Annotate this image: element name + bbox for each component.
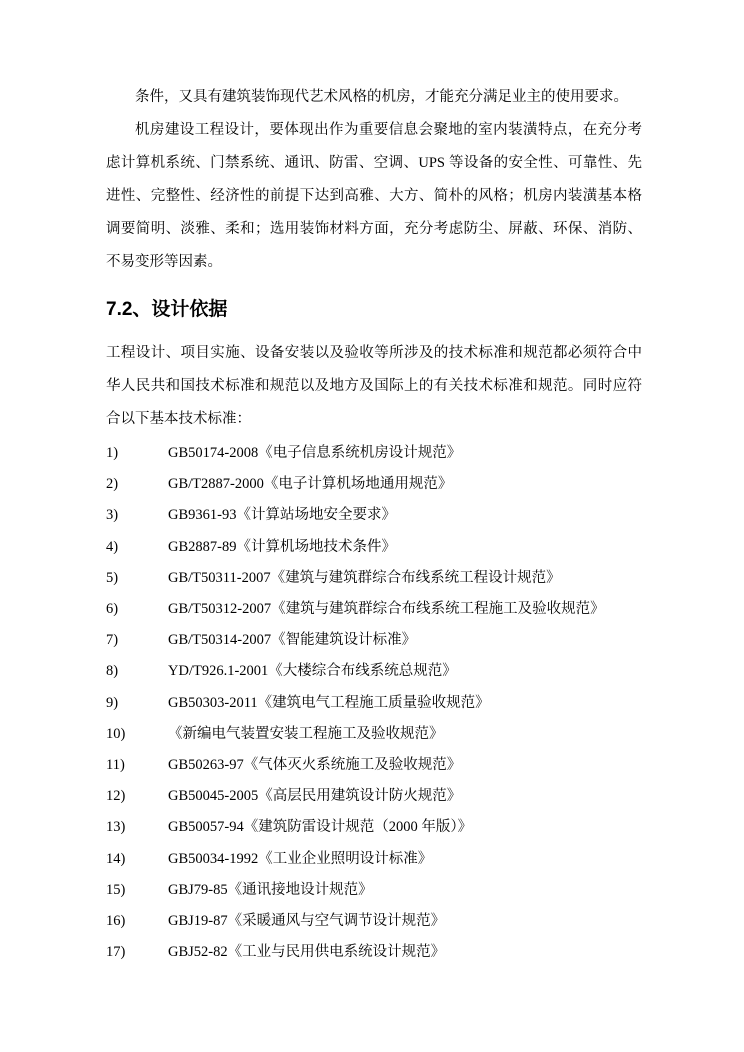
list-item-text: GB50057-94《建筑防雷设计规范（2000 年版）》 [168, 819, 473, 836]
list-item [106, 719, 642, 750]
list-item [106, 656, 642, 687]
list-item-number: 10) [106, 725, 126, 742]
list-item-number: 11) [106, 757, 125, 774]
list-item-number: 17) [106, 944, 126, 961]
list-item-number: 9) [106, 694, 119, 711]
list-item-text: GB/T50314-2007《智能建筑设计标准》 [168, 632, 417, 649]
list-item-text: GB/T50311-2007《建筑与建筑群综合布线系统工程设计规范》 [168, 569, 561, 586]
list-item-number: 2) [106, 476, 119, 493]
list-item-number: 12) [106, 788, 126, 805]
list-item-text: GB50303-2011《建筑电气工程施工质量验收规范》 [168, 694, 490, 711]
paragraph-continuation: 条件，又具有建筑装饰现代艺术风格的机房，才能充分满足业主的使用要求。 [135, 89, 628, 105]
list-item-text: GB50174-2008《电子信息系统机房设计规范》 [168, 445, 462, 461]
list-item-text: GB9361-93《计算站场地安全要求》 [168, 507, 396, 524]
list-item-number: 6) [106, 601, 119, 618]
list-item [106, 906, 642, 937]
list-item-text: 《新编电气装置安装工程施工及验收规范》 [168, 725, 444, 742]
list-item-number: 7) [106, 632, 119, 649]
list-item-text: GBJ79-85《通讯接地设计规范》 [168, 881, 373, 898]
list-item-number: 5) [106, 569, 119, 586]
standards-list [106, 438, 642, 968]
list-item-number: 4) [106, 538, 119, 555]
list-item-number: 15) [106, 881, 126, 898]
list-item-text: GB50034-1992《工业企业照明设计标准》 [168, 850, 433, 867]
list-item-number: 14) [106, 850, 126, 867]
list-item-number: 13) [106, 819, 126, 836]
list-item [106, 937, 642, 968]
list-item-text: GBJ52-82《工业与民用供电系统设计规范》 [168, 944, 446, 961]
list-item-number: 8) [106, 663, 119, 680]
list-item-text: YD/T926.1-2001《大楼综合布线系统总规范》 [168, 663, 457, 680]
list-item-number: 16) [106, 913, 126, 930]
list-item [106, 875, 642, 906]
list-item-text: GBJ19-87《采暖通风与空气调节设计规范》 [168, 913, 446, 930]
paragraph-standards-intro: 工程设计、项目实施、设备安装以及验收等所涉及的技术标准和规范都必须符合中华人民共和国技术标准和规范以及地方及国际上的有关技术标准和规范。同时应符合以下基本技术标准： [106, 345, 642, 427]
list-item [106, 781, 642, 812]
list-item [106, 469, 642, 500]
list-item-text: GB/T2887-2000《电子计算机场地通用规范》 [168, 476, 453, 493]
list-item [106, 688, 642, 719]
list-item [106, 844, 642, 875]
paragraph-room-design: 机房建设工程设计，要体现出作为重要信息会聚地的室内装潢特点，在充分考虑计算机系统、门禁系统、通讯、防雷、空调、UPS 等设备的安全性、可靠性、先进性、完整性、经济性的前提下达到高雅、大方、简朴的风格；机房内装潢基本格调要简明、淡雅、柔和；选用装饰材料方面，充分考虑防尘、屏蔽、环保、消防、不易变形等因素。 [106, 122, 642, 270]
list-item-text: GB/T50312-2007《建筑与建筑群综合布线系统工程施工及验收规范》 [168, 601, 605, 618]
list-item [106, 500, 642, 531]
list-item [106, 750, 642, 781]
list-item [106, 438, 642, 469]
list-item [106, 563, 642, 594]
list-item [106, 532, 642, 563]
list-item-text: GB2887-89《计算机场地技术条件》 [168, 538, 396, 555]
list-item [106, 625, 642, 656]
section-heading-7-2: 7.2、设计依据 [106, 299, 228, 320]
list-item [106, 812, 642, 843]
list-item-number: 1) [106, 445, 119, 461]
list-item-text: GB50045-2005《高层民用建筑设计防火规范》 [168, 788, 462, 805]
list-item [106, 594, 642, 625]
list-item-text: GB50263-97《气体灭火系统施工及验收规范》 [168, 757, 462, 774]
list-item-number: 3) [106, 507, 119, 524]
